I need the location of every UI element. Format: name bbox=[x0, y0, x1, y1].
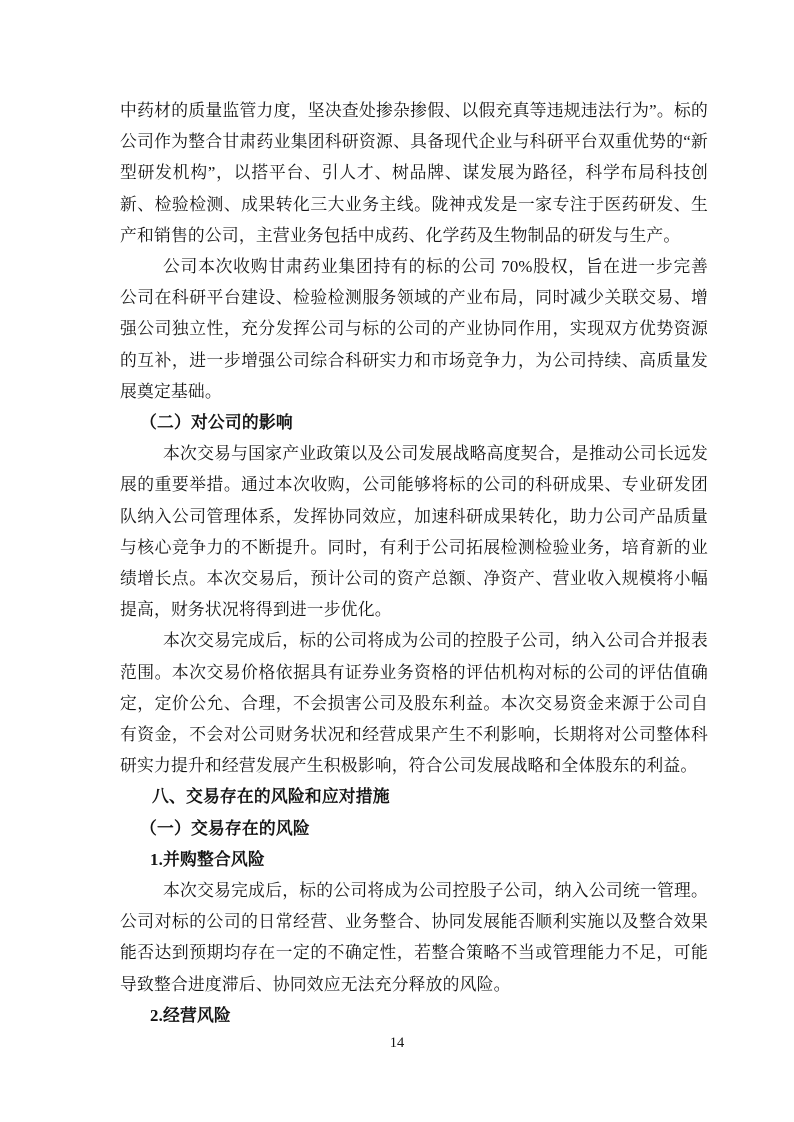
heading-transaction-risks: （一）交易存在的风险 bbox=[140, 818, 310, 838]
document-body bbox=[120, 95, 708, 1031]
page-number: 14 bbox=[389, 1035, 405, 1051]
heading-impact-on-company: （二）对公司的影响 bbox=[140, 413, 293, 433]
paragraph-acquisition-purpose: 公司本次收购甘肃药业集团持有的标的公司 70%股权，旨在进一步完善公司在科研平台建设、检验检测服务领域的产业布局，同时减少关联交易、增强公司独立性，充分发挥公司与标的公司的产业协同作用，实现双方优势资源的互补，进一步增强公司综合科研实力和市场竞争力，为公司持续、高质量发展奠定基础。 bbox=[120, 257, 708, 401]
heading-operation-risk: 2.经营风险 bbox=[150, 1005, 231, 1025]
paragraph-transaction-completion: 本次交易完成后，标的公司将成为公司的控股子公司，纳入公司合并报表范围。本次交易价格依据具有证券业务资格的评估机构对标的公司的评估值确定，定价公允、合理，不会损害公司及股东利益。本次交易资金来源于公司自有资金，不会对公司财务状况和经营成果产生不利影响，长期将对公司整体科研实力提升和经营发展产生积极影响，符合公司发展战略和全体股东的利益。 bbox=[120, 631, 708, 776]
paragraph-strategy-impact: 本次交易与国家产业政策以及公司发展战略高度契合，是推动公司长远发展的重要举措。通过本次收购，公司能够将标的公司的科研成果、专业研发团队纳入公司管理体系，发挥协同效应，加速科研成果转化，助力公司产品质量与核心竞争力的不断提升。同时，有利于公司拓展检测检验业务，培育新的业绩增长点。本次交易后，预计公司的资产总额、净资产、营业收入规模将小幅提高，财务状况将得到进一步优化。 bbox=[120, 444, 708, 620]
heading-integration-risk: 1.并购整合风险 bbox=[150, 849, 265, 869]
paragraph-integration-risk-detail: 本次交易完成后，标的公司将成为公司控股子公司，纳入公司统一管理。公司对标的公司的日常经营、业务整合、协同发展能否顺利实施以及整合效果能否达到预期均存在一定的不确定性，若整合策略不当或管理能力不足，可能导致整合进度滞后、协同效应无法充分释放的风险。 bbox=[120, 881, 708, 994]
heading-risks-and-measures: 八、交易存在的风险和应对措施 bbox=[152, 787, 390, 807]
paragraph-target-company-intro: 中药材的质量监管力度，坚决查处掺杂掺假、以假充真等违规违法行为”。标的公司作为整合甘肃药业集团科研资源、具备现代企业与科研平台双重优势的“新型研发机构”，以搭平台、引人才、树品牌、谋发展为路径，科学布局科技创新、检验检测、成果转化三大业务主线。陇神戎发是一家专注于医药研发、生产和销售的公司，主营业务包括中成药、化学药及生物制品的研发与生产。 bbox=[120, 101, 708, 245]
